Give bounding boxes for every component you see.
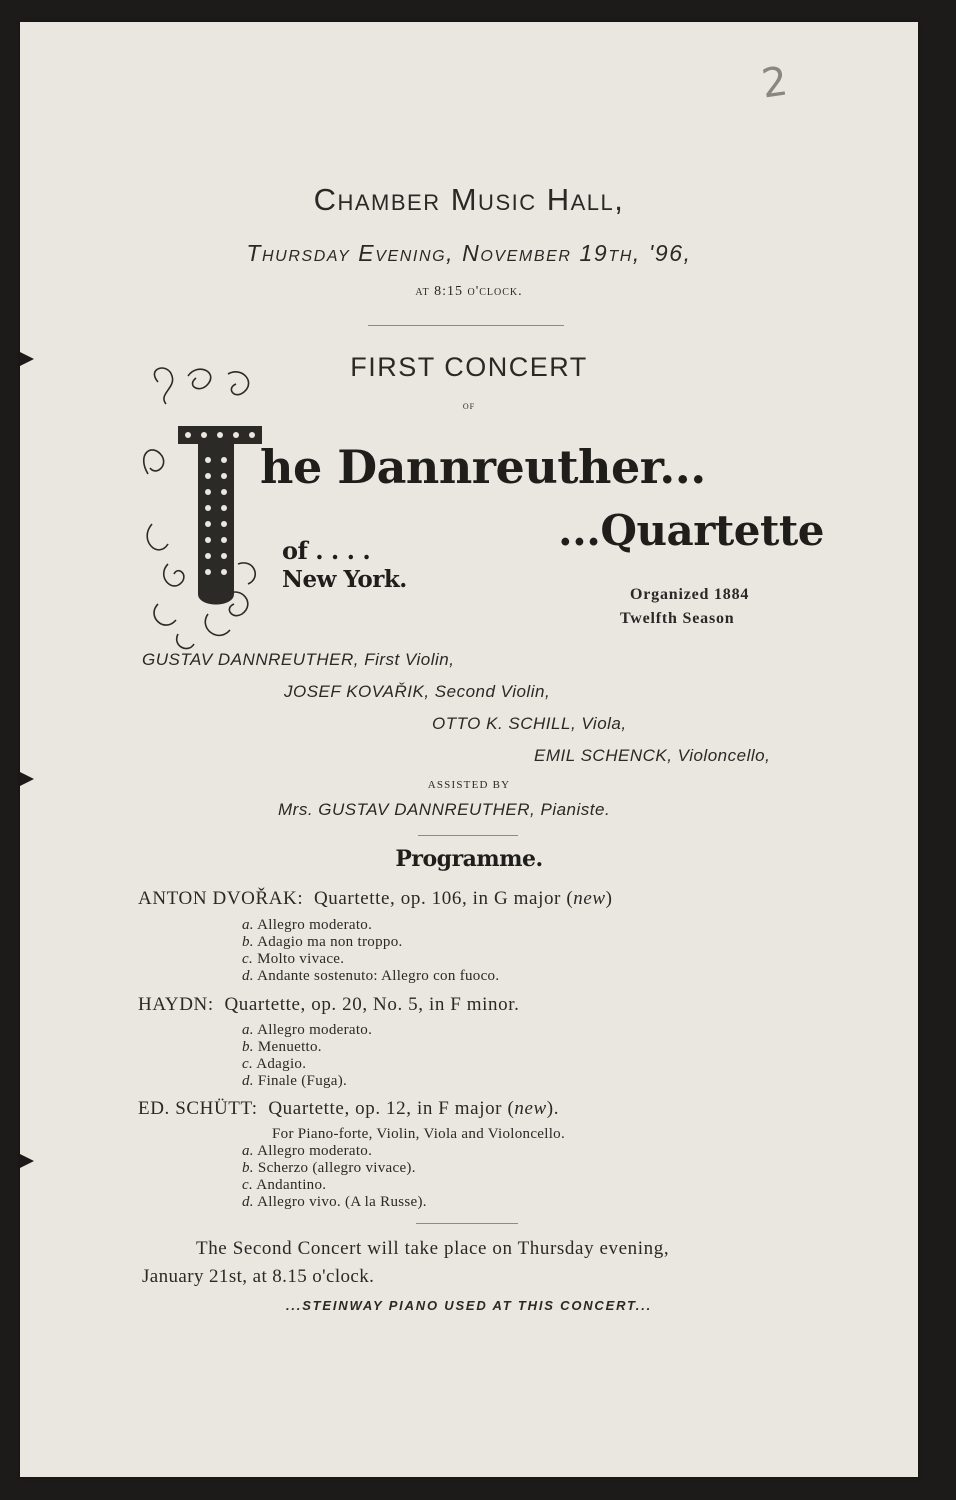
- ensemble-quartette: ...Quartette: [558, 506, 824, 555]
- movement-letter: c.: [242, 1056, 254, 1072]
- divider-middle: [418, 835, 518, 836]
- next-concert-line2: January 21st, at 8.15 o'clock.: [142, 1266, 375, 1287]
- work-title: Quartette, op. 12, in F major (: [268, 1098, 515, 1119]
- new-note: new: [514, 1098, 547, 1119]
- movement-text: Andante sostenuto: Allegro con fuoco.: [257, 968, 500, 984]
- movement: [242, 1194, 427, 1211]
- left-edge-notch: [20, 1154, 34, 1168]
- date-line: Thursday Evening, November 19th, '96,: [246, 240, 692, 266]
- composer: ED. SCHÜTT:: [138, 1098, 258, 1119]
- movement-text: Allegro moderato.: [257, 1022, 373, 1038]
- steinway-footer: ...STEINWAY PIANO USED AT THIS CONCERT...: [285, 1298, 653, 1313]
- work-heading: [138, 888, 898, 910]
- movement-letter: d.: [242, 968, 254, 984]
- movement-letter: a.: [242, 917, 254, 933]
- divider-bottom: [416, 1223, 518, 1224]
- movement-letter: a.: [242, 1143, 254, 1159]
- composer: HAYDN:: [138, 994, 214, 1015]
- movement-letter: b.: [242, 1039, 254, 1055]
- movement-letter: b.: [242, 1160, 254, 1176]
- work-title: Quartette, op. 106, in G major (: [313, 888, 574, 909]
- movement-text: Andantino.: [256, 1177, 327, 1193]
- movement-letter: c.: [242, 951, 254, 967]
- of-word: of: [462, 398, 476, 412]
- new-note: new: [573, 888, 606, 909]
- movement: [242, 951, 344, 968]
- of-dots: of . . . .: [282, 536, 371, 565]
- movement: [242, 1039, 322, 1056]
- ornament-flourish-icon: [138, 364, 270, 654]
- work-heading: [138, 994, 898, 1016]
- ensemble-name: he Dannreuther...: [260, 440, 706, 494]
- movement-text: Finale (Fuga).: [257, 1073, 348, 1089]
- work-schutt: [138, 1098, 898, 1210]
- composer: ANTON DVOŘAK:: [138, 888, 304, 909]
- movement-text: Adagio.: [256, 1056, 307, 1072]
- work-dvorak: [138, 888, 898, 984]
- movement: [242, 1073, 347, 1090]
- organized-year: Organized 1884: [630, 586, 750, 603]
- movement: [242, 1143, 372, 1160]
- left-edge-notch: [20, 352, 34, 366]
- work-haydn: [138, 994, 898, 1089]
- divider-top: [368, 325, 564, 326]
- movement: [242, 1160, 416, 1177]
- movement-letter: d.: [242, 1073, 254, 1089]
- member-violoncello: EMIL SCHENCK, Violoncello,: [534, 746, 771, 765]
- work-title-close: ).: [546, 1098, 560, 1119]
- movement-text: Adagio ma non troppo.: [257, 934, 403, 950]
- movement: [242, 1022, 372, 1039]
- work-heading: [138, 1098, 898, 1120]
- movement-letter: a.: [242, 1022, 254, 1038]
- movement-text: Allegro moderato.: [257, 1143, 373, 1159]
- time-line: at 8:15 o'clock.: [415, 284, 523, 299]
- venue-title: Chamber Music Hall,: [313, 182, 625, 217]
- city: New York.: [282, 566, 407, 593]
- movement-letter: d.: [242, 1194, 254, 1210]
- movement: [242, 968, 499, 985]
- programme-sheet: [20, 22, 918, 1477]
- movement: [242, 934, 403, 951]
- work-title-close: ): [605, 888, 613, 909]
- work-title: Quartette, op. 20, No. 5, in F minor.: [224, 994, 520, 1015]
- movement-text: Scherzo (allegro vivace).: [257, 1160, 416, 1176]
- movement: [242, 1056, 306, 1073]
- movement-letter: c.: [242, 1177, 254, 1193]
- movement-letter: b.: [242, 934, 254, 950]
- season: Twelfth Season: [620, 610, 735, 627]
- work-subtitle: For Piano-forte, Violin, Viola and Violoncello.: [272, 1126, 566, 1142]
- assisted-by: ASSISTED BY: [427, 779, 511, 791]
- concert-title: FIRST CONCERT: [350, 352, 588, 382]
- left-edge-notch: [20, 772, 34, 786]
- next-concert-line1: The Second Concert will take place on Thursday evening,: [196, 1238, 670, 1259]
- movement: [242, 1177, 326, 1194]
- movement-text: Menuetto.: [257, 1039, 322, 1055]
- ornamental-initial-t: [138, 364, 270, 654]
- movement: [242, 917, 372, 934]
- programme-heading: Programme.: [395, 846, 543, 872]
- movement-text: Allegro moderato.: [257, 917, 373, 933]
- member-first-violin: GUSTAV DANNREUTHER, First Violin,: [142, 650, 455, 669]
- member-viola: OTTO K. SCHILL, Viola,: [432, 714, 627, 733]
- movement-text: Allegro vivo. (A la Russe).: [257, 1194, 427, 1210]
- member-second-violin: JOSEF KOVAŘIK, Second Violin,: [284, 682, 551, 701]
- assistant-pianiste: Mrs. GUSTAV DANNREUTHER, Pianiste.: [278, 800, 611, 819]
- page-number-mark: 2: [758, 58, 791, 108]
- movement-text: Molto vivace.: [257, 951, 345, 967]
